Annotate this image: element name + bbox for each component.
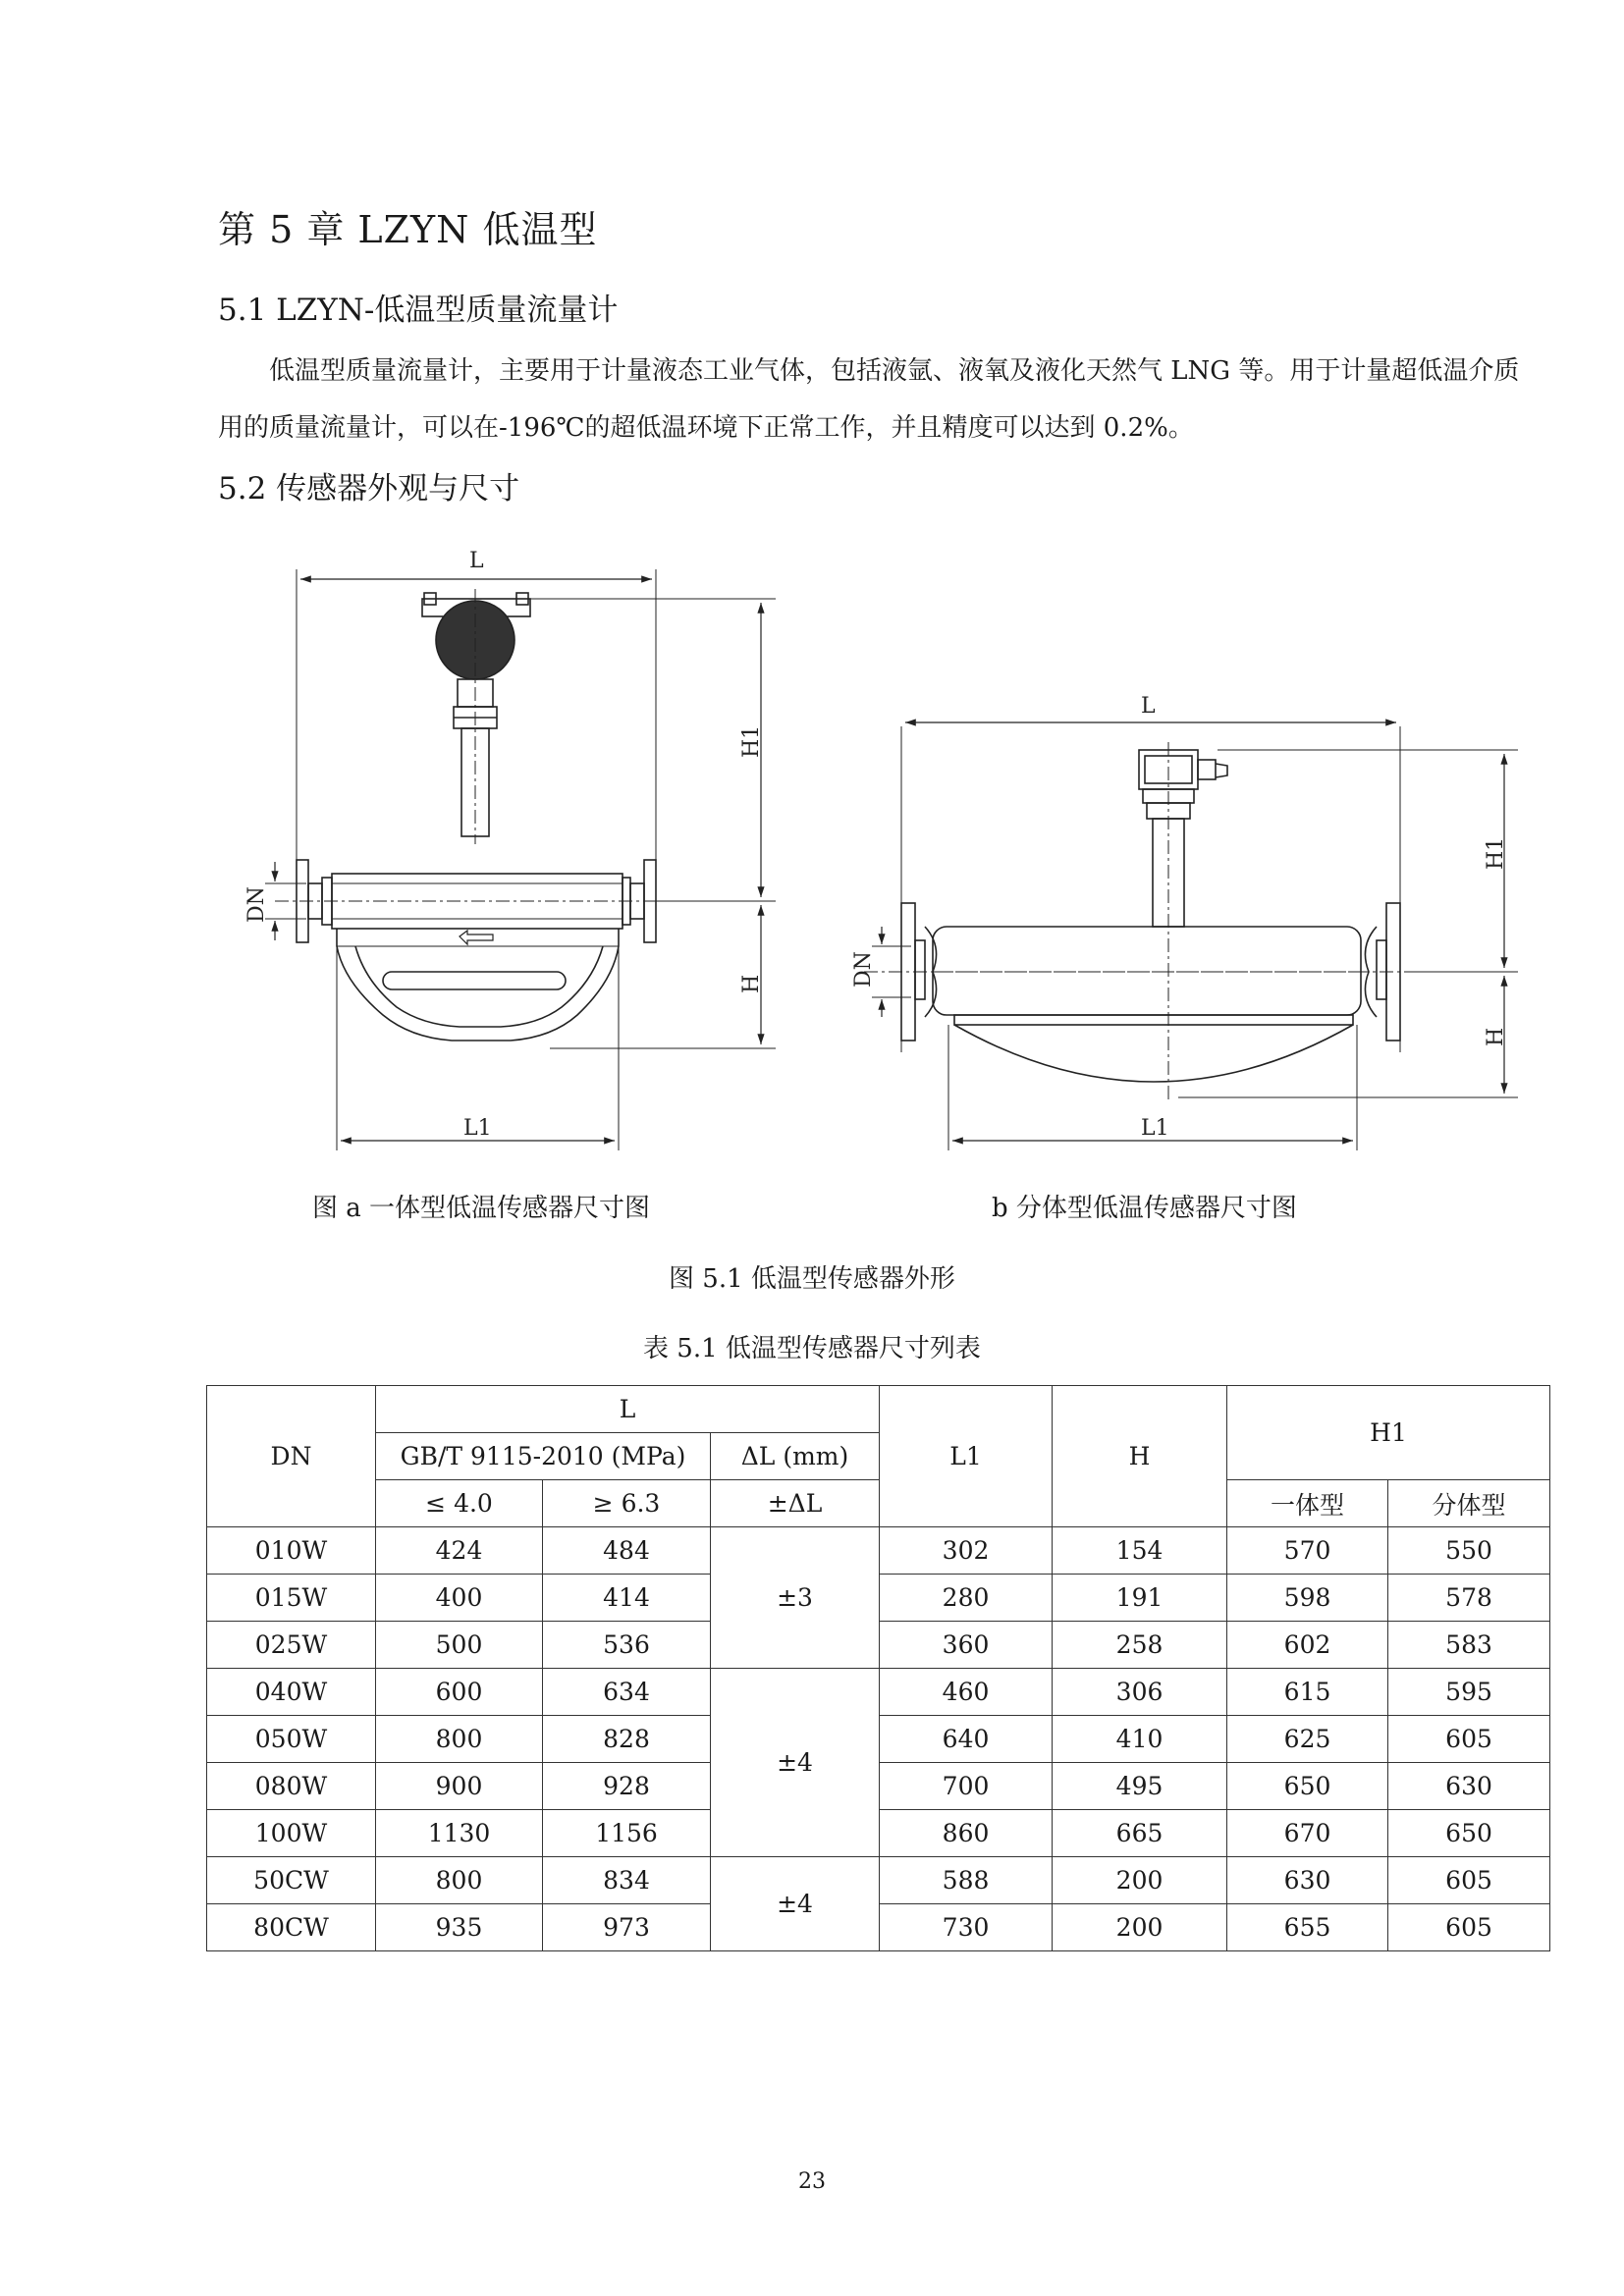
figure-caption: 图 5.1 低温型传感器外形 bbox=[669, 1264, 955, 1294]
cell-h1-split: 605 bbox=[1388, 1857, 1550, 1904]
cell-l-le40: 400 bbox=[376, 1575, 543, 1622]
cell-tolerance: ±4 bbox=[711, 1669, 880, 1857]
label-L1-b: L1 bbox=[1141, 1116, 1169, 1141]
header-h: H bbox=[1053, 1386, 1227, 1527]
label-DN-a: DN bbox=[244, 886, 269, 923]
cell-l1: 700 bbox=[880, 1763, 1053, 1810]
cell-h1-integrated: 670 bbox=[1227, 1810, 1388, 1857]
cell-l-le40: 600 bbox=[376, 1669, 543, 1716]
header-pm-delta: ±ΔL bbox=[711, 1480, 880, 1527]
cell-dn: 015W bbox=[207, 1575, 376, 1622]
label-H1-a: H1 bbox=[739, 724, 764, 758]
cell-l-ge63: 834 bbox=[543, 1857, 711, 1904]
table-row bbox=[207, 1857, 1550, 1904]
cell-l-le40: 800 bbox=[376, 1716, 543, 1763]
label-L1-a: L1 bbox=[463, 1116, 492, 1141]
cell-h1-split: 605 bbox=[1388, 1904, 1550, 1951]
cell-l-ge63: 536 bbox=[543, 1622, 711, 1669]
cell-h1-integrated: 630 bbox=[1227, 1857, 1388, 1904]
cell-h: 191 bbox=[1053, 1575, 1227, 1622]
cell-h1-integrated: 570 bbox=[1227, 1527, 1388, 1575]
cell-h1-split: 630 bbox=[1388, 1763, 1550, 1810]
cell-dn: 100W bbox=[207, 1810, 376, 1857]
sensor-dimension-drawings bbox=[0, 550, 1624, 1158]
caption-figure-a: 图 a 一体型低温传感器尺寸图 bbox=[312, 1194, 651, 1223]
cell-tolerance: ±4 bbox=[711, 1857, 880, 1951]
cell-l1: 860 bbox=[880, 1810, 1053, 1857]
cell-l-le40: 424 bbox=[376, 1527, 543, 1575]
cell-l-le40: 935 bbox=[376, 1904, 543, 1951]
cell-l1: 730 bbox=[880, 1904, 1053, 1951]
cell-l-ge63: 828 bbox=[543, 1716, 711, 1763]
label-H-a: H bbox=[739, 974, 764, 993]
drawing-integrated-type bbox=[265, 569, 776, 1150]
cell-dn: 080W bbox=[207, 1763, 376, 1810]
table-row bbox=[207, 1669, 1550, 1716]
cell-h1-split: 650 bbox=[1388, 1810, 1550, 1857]
header-le40: ≤ 4.0 bbox=[376, 1480, 543, 1527]
header-l1: L1 bbox=[880, 1386, 1053, 1527]
drawing-split-type bbox=[864, 722, 1518, 1150]
cell-l1: 588 bbox=[880, 1857, 1053, 1904]
cell-l-ge63: 1156 bbox=[543, 1810, 711, 1857]
cell-dn: 050W bbox=[207, 1716, 376, 1763]
cell-l1: 302 bbox=[880, 1527, 1053, 1575]
cell-h1-integrated: 602 bbox=[1227, 1622, 1388, 1669]
cell-dn: 50CW bbox=[207, 1857, 376, 1904]
cell-l-le40: 1130 bbox=[376, 1810, 543, 1857]
cell-l-ge63: 484 bbox=[543, 1527, 711, 1575]
cell-l-ge63: 928 bbox=[543, 1763, 711, 1810]
header-dn: DN bbox=[207, 1386, 376, 1527]
cell-h1-integrated: 655 bbox=[1227, 1904, 1388, 1951]
cell-h1-split: 583 bbox=[1388, 1622, 1550, 1669]
header-delta-l: ΔL (mm) bbox=[711, 1433, 880, 1480]
cell-dn: 010W bbox=[207, 1527, 376, 1575]
cell-h: 154 bbox=[1053, 1527, 1227, 1575]
caption-figure-b: b 分体型低温传感器尺寸图 bbox=[992, 1194, 1297, 1223]
cell-dn: 040W bbox=[207, 1669, 376, 1716]
cell-l1: 280 bbox=[880, 1575, 1053, 1622]
cell-h1-integrated: 625 bbox=[1227, 1716, 1388, 1763]
label-H-b: H bbox=[1484, 1027, 1508, 1046]
table-caption: 表 5.1 低温型传感器尺寸列表 bbox=[643, 1334, 981, 1363]
cell-l-ge63: 973 bbox=[543, 1904, 711, 1951]
cell-h: 306 bbox=[1053, 1669, 1227, 1716]
cell-h: 200 bbox=[1053, 1857, 1227, 1904]
cell-l-le40: 900 bbox=[376, 1763, 543, 1810]
cell-h1-split: 595 bbox=[1388, 1669, 1550, 1716]
dimension-table bbox=[206, 1385, 1550, 1951]
section-title-5-1: 5.1 LZYN-低温型质量流量计 bbox=[218, 293, 619, 328]
cell-h: 665 bbox=[1053, 1810, 1227, 1857]
cell-l-ge63: 634 bbox=[543, 1669, 711, 1716]
cell-h1-integrated: 598 bbox=[1227, 1575, 1388, 1622]
table-body bbox=[207, 1527, 1550, 1951]
cell-h: 495 bbox=[1053, 1763, 1227, 1810]
label-H1-b: H1 bbox=[1484, 836, 1508, 870]
cell-h: 200 bbox=[1053, 1904, 1227, 1951]
cell-l-le40: 800 bbox=[376, 1857, 543, 1904]
page-number: 23 bbox=[798, 2169, 826, 2194]
table-row bbox=[207, 1527, 1550, 1575]
header-split: 分体型 bbox=[1388, 1480, 1550, 1527]
header-ge63: ≥ 6.3 bbox=[543, 1480, 711, 1527]
header-h1: H1 bbox=[1227, 1386, 1550, 1480]
drawing-split-labels bbox=[851, 694, 1508, 1141]
cell-h1-integrated: 650 bbox=[1227, 1763, 1388, 1810]
cell-l1: 460 bbox=[880, 1669, 1053, 1716]
label-L-a: L bbox=[469, 550, 484, 573]
cell-dn: 025W bbox=[207, 1622, 376, 1669]
cell-h1-split: 550 bbox=[1388, 1527, 1550, 1575]
cell-h: 258 bbox=[1053, 1622, 1227, 1669]
cell-l-ge63: 414 bbox=[543, 1575, 711, 1622]
label-L-b: L bbox=[1141, 694, 1156, 719]
section-title-5-2: 5.2 传感器外观与尺寸 bbox=[218, 471, 520, 507]
cell-h1-split: 605 bbox=[1388, 1716, 1550, 1763]
cell-tolerance: ±3 bbox=[711, 1527, 880, 1669]
cell-l1: 360 bbox=[880, 1622, 1053, 1669]
cell-l-le40: 500 bbox=[376, 1622, 543, 1669]
cell-h1-split: 578 bbox=[1388, 1575, 1550, 1622]
intro-paragraph: 低温型质量流量计，主要用于计量液态工业气体，包括液氩、液氧及液化天然气 LNG 等。用于计量超低温介质用的质量流量计，可以在-196℃的超低温环境下正常工作，并且精度可以达到 0.2%。 bbox=[218, 356, 1520, 443]
cell-h: 410 bbox=[1053, 1716, 1227, 1763]
cell-l1: 640 bbox=[880, 1716, 1053, 1763]
label-DN-b: DN bbox=[851, 951, 876, 988]
chapter-title: 第 5 章 LZYN 低温型 bbox=[218, 208, 598, 251]
header-l: L bbox=[376, 1386, 880, 1433]
cell-dn: 80CW bbox=[207, 1904, 376, 1951]
cell-h1-integrated: 615 bbox=[1227, 1669, 1388, 1716]
header-gbt: GB/T 9115-2010 (MPa) bbox=[376, 1433, 711, 1480]
header-integrated: 一体型 bbox=[1227, 1480, 1388, 1527]
